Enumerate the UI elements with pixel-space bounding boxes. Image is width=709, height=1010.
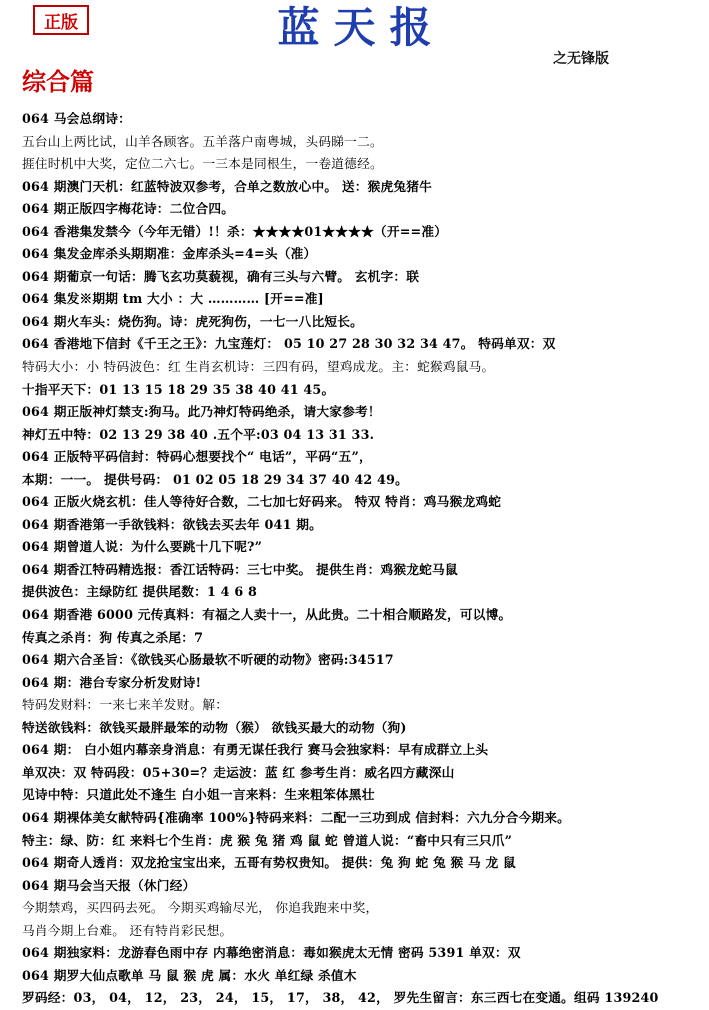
text-line: 单双决：双 特码段：05+30=？走运波：蓝 红 参考生肖：威名四方藏深山 [22,764,455,780]
text-line: 特码大小：小 特码波色：红 生肖玄机诗：三四有码，望鸡成龙。主：蛇猴鸡鼠马。 [22,359,495,375]
text-line: 提供波色：主绿防红 提供尾数：1 4 6 8 [22,584,258,600]
text-line: 064 期香江特码精选报：香江话特码：三七中奖。 提供生肖：鸡猴龙蛇马鼠 [22,561,458,577]
text-line: 064 期正版神灯禁支:狗马。此乃神灯特码绝杀，请大家参考！ [22,404,381,420]
text-line: 064 期：港台专家分析发财诗! [22,674,202,690]
content-body [22,108,706,1010]
text-line: 064 期裸体美女献特码{准确率 100%}特码来料：二配一三功到成 信封料：六九分合今期来。 [22,809,571,825]
text-line: 064 期六合圣旨：《欲钱买心肠最软不听硬的动物》密码:34517 [22,652,394,668]
text-line: 064 香港集发禁今（今年无错）!！杀：★★★★01★★★★（开==准） [22,223,448,239]
text-line: 064 期火车头：烧伤狗。诗：虎死狗伤，一七一八比短长。 [22,313,363,329]
text-line: 064 期香港第一手欲钱料：欲钱去买去年 041 期。 [22,516,322,532]
text-line: 五台山上两比试，山羊各顾客。五羊落户南粤城，头码睇一二。 [22,133,383,149]
text-line: 064 期： 白小姐内幕亲身消息：有勇无谋任我行 赛马会独家料：早有成群立上头 [22,742,489,758]
text-line: 本期：一一。 提供号码： 01 02 05 18 29 34 37 40 42 49。 [22,471,408,487]
text-line: 传真之杀肖：狗 传真之杀尾：7 [22,629,204,645]
text-line: 064 期马会当天报（休门经） [22,877,196,893]
text-line: 064 期正版四字梅花诗：二位合四。 [22,201,235,217]
text-line: 今期禁鸡，买四码去死。 今期买鸡输尽光， 你追我跑来中奖， [22,900,379,916]
text-line: 064 期香港 6000 元传真料：有福之人卖十一，从此贵。二十相合顺路发，可以博。 [22,607,512,623]
page-title: 蓝天报 [277,3,446,52]
text-line: 见诗中特：只道此处不逢生 白小姐一言来料：生来粗笨体黑壮 [22,787,375,803]
text-line: 特码发财料：一来七来羊发财。解： [22,697,229,713]
text-line: 064 期澳门天机：红蓝特波双参考，合单之数放心中。 送：猴虎兔猪牛 [22,178,433,194]
text-line: 064 正版火烧玄机：佳人等待好合数，二七加七好码来。 特双 特肖：鸡马猴龙鸡蛇 [22,494,502,510]
text-line: 捱住时机中大奖，定位二六七。一三本是同根生，一卷道德经。 [22,156,383,172]
text-line: 特主：绿、防：红 来料七个生肖：虎 猴 兔 猪 鸡 鼠 蛇 曾道人说：“畜中只有三只爪” [22,832,513,848]
text-line: 064 期奇人透肖：双龙抢宝宝出来，五哥有势权贵知。 提供：兔 狗 蛇 兔 猴 马 龙 鼠 [22,855,516,871]
text-line: 064 期曾道人说：为什么要跳十几下呢?” [22,539,263,555]
text-line: 马肖今期上台难。 还有特肖彩民想。 [22,922,233,938]
edition-label: 之无锋版 [553,51,609,67]
text-line: 064 马会总纲诗： [22,111,132,126]
text-line: 064 期葡京一句话：腾飞玄功莫藐视，确有三头与六臂。 玄机字：联 [22,268,420,284]
text-line: 064 期罗大仙点歌单 马 鼠 猴 虎 属：水火 单红绿 杀值木 [22,967,357,983]
text-line: 神灯五中特：02 13 29 38 40 .五个平:03 04 13 31 33. [22,426,375,442]
text-line: 064 期独家料：龙游春色雨中存 内幕绝密消息：毒如猴虎太无情 密码 5391 单双：双 [22,945,521,961]
text-line: 064 香港地下信封《千王之王》：九宝莲灯： 05 10 27 28 30 32 34 47。 特码单双：双 [22,336,556,352]
text-line: 064 集发金库杀头期期准：金库杀头=4=头（准） [22,246,317,262]
text-line: 罗码经：03， 04， 12， 23， 24， 15， 17， 38， 42， 罗先生留言：东三西七在变通。组码 139240 [22,990,659,1006]
text-line: 特送欲钱料：欲钱买最胖最笨的动物（猴） 欲钱买最大的动物（狗) [22,719,407,735]
genuine-badge: 正版 [33,5,89,35]
text-line: 064 正版特平码信封：特码心想要找个“ 电话”，平码“五”， [22,449,372,465]
section-heading: 综合篇 [22,67,94,96]
text-line: 064 集发※期期 tm 大小 ：大 ………… [开==准] [22,291,324,307]
text-line: 十指平天下：01 13 15 18 29 35 38 40 41 45。 [22,381,335,397]
